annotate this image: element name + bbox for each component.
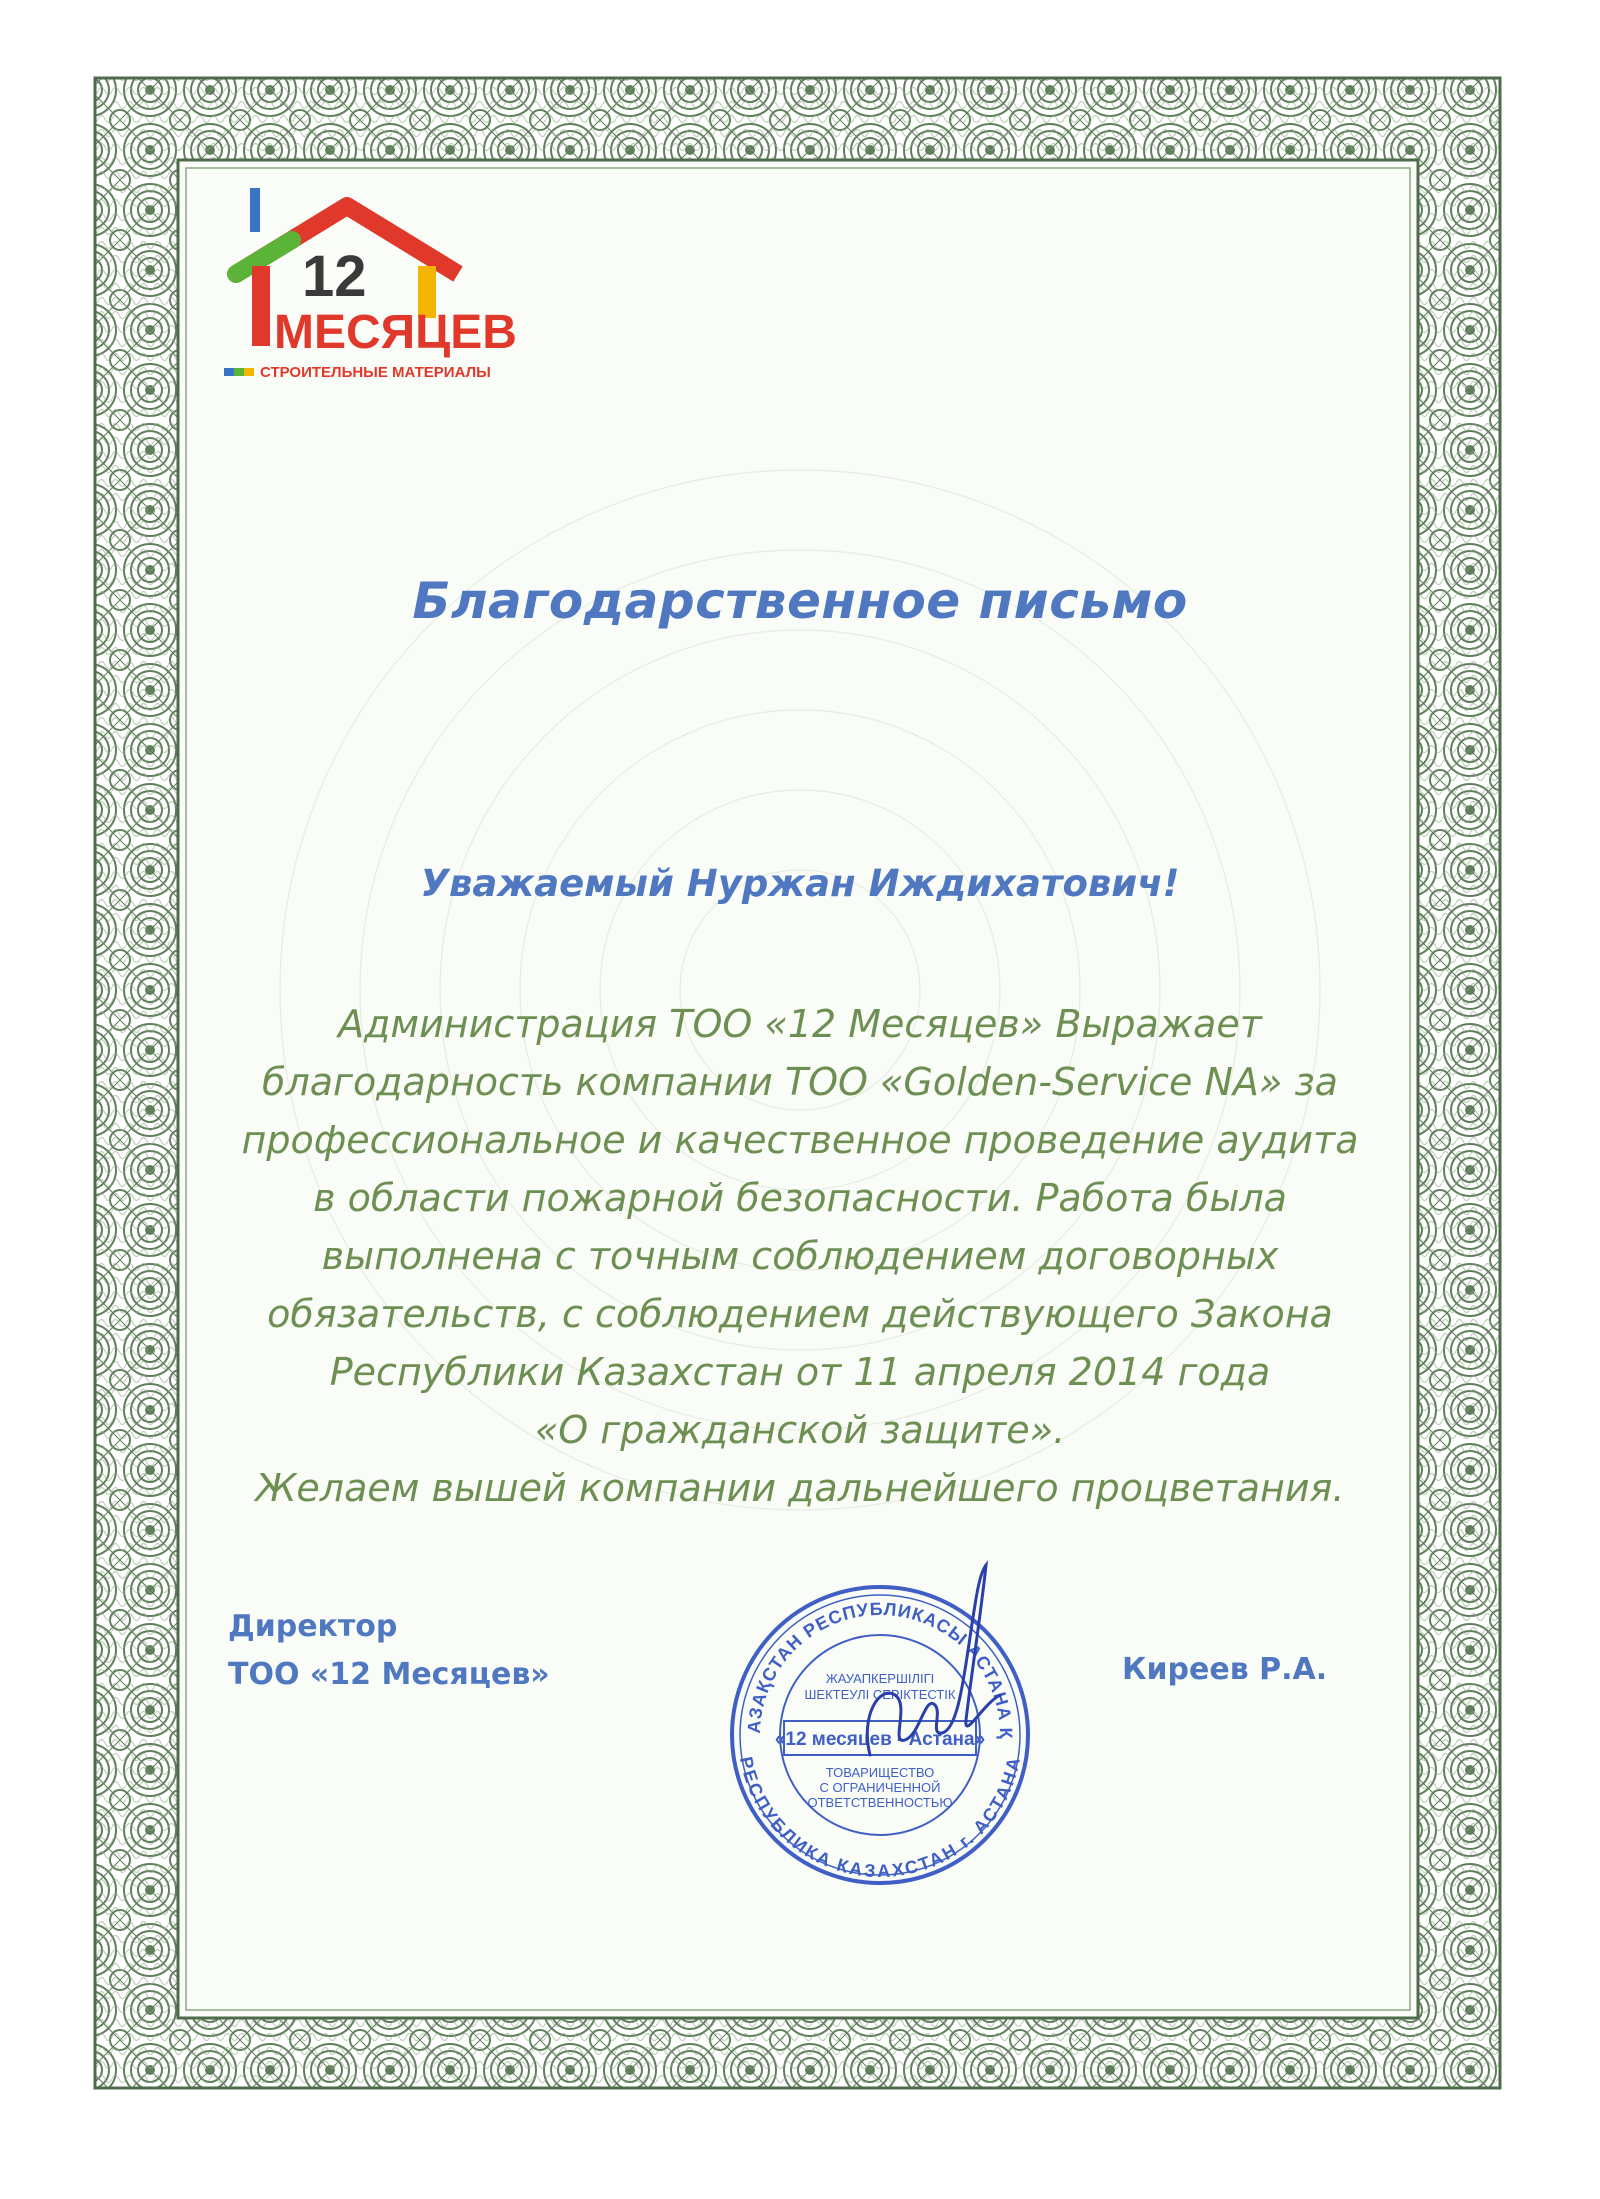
body-line: профессиональное и качественное проведение аудита bbox=[241, 1118, 1359, 1162]
signatory-block bbox=[228, 1603, 550, 1699]
salutation: Уважаемый Нуржан Иждихатович! bbox=[420, 862, 1180, 905]
company-logo bbox=[222, 186, 552, 386]
official-stamp bbox=[720, 1545, 1040, 1885]
stamp-inner-bottom-2: С ОГРАНИЧЕННОЙ bbox=[819, 1780, 941, 1795]
letter-body bbox=[210, 995, 1390, 1517]
stamp-center: «12 месяцев - Астана» bbox=[774, 1729, 986, 1750]
body-line: Желаем вышей компании дальнейшего процветания. bbox=[255, 1466, 1345, 1510]
logo-chimney-blue bbox=[250, 188, 260, 232]
body-line: обязательств, с соблюдением действующего Закона bbox=[267, 1292, 1333, 1336]
stamp-inner-top-1: ЖАУАПКЕРШІЛІГІ bbox=[825, 1671, 935, 1686]
stamp-inner-bottom-3: ОТВЕТСТВЕННОСТЬЮ bbox=[807, 1795, 953, 1810]
body-line: выполнена с точным соблюдением договорных bbox=[321, 1234, 1279, 1278]
body-line: в области пожарной безопасности. Работа была bbox=[313, 1176, 1287, 1220]
stamp-inner-top-2: ШЕКТЕУЛІ СЕРІКТЕСТІК bbox=[804, 1687, 956, 1702]
body-line: Республики Казахстан от 11 апреля 2014 года bbox=[329, 1350, 1271, 1394]
logo-tagline: СТРОИТЕЛЬНЫЕ МАТЕРИАЛЫ bbox=[260, 364, 491, 381]
body-line: Администрация ТОО «12 Месяцев» Выражает bbox=[338, 1002, 1262, 1046]
logo-number: 12 bbox=[302, 244, 367, 309]
signatory-name: Киреев Р.А. bbox=[1122, 1652, 1328, 1687]
signatory-position: Директор bbox=[228, 1609, 398, 1644]
stamp-outer-bottom: РЕСПУБЛИКА КАЗАХСТАН г. АСТАНА bbox=[735, 1754, 1025, 1882]
body-line: благодарность компании ТОО «Golden-Service NA» за bbox=[262, 1060, 1338, 1104]
stamp-inner-bottom-1: ТОВАРИЩЕСТВО bbox=[825, 1765, 935, 1780]
body-line: «О гражданской защите». bbox=[534, 1408, 1066, 1452]
stamp-outer-top: АЗАҚСТАН РЕСПУБЛИКАСЫ АСТАНА Қ bbox=[743, 1598, 1017, 1740]
signatory-company: ТОО «12 Месяцев» bbox=[228, 1657, 550, 1692]
logo-name: МЕСЯЦЕВ bbox=[274, 306, 517, 359]
document-title: Благодарственное письмо bbox=[412, 572, 1188, 630]
